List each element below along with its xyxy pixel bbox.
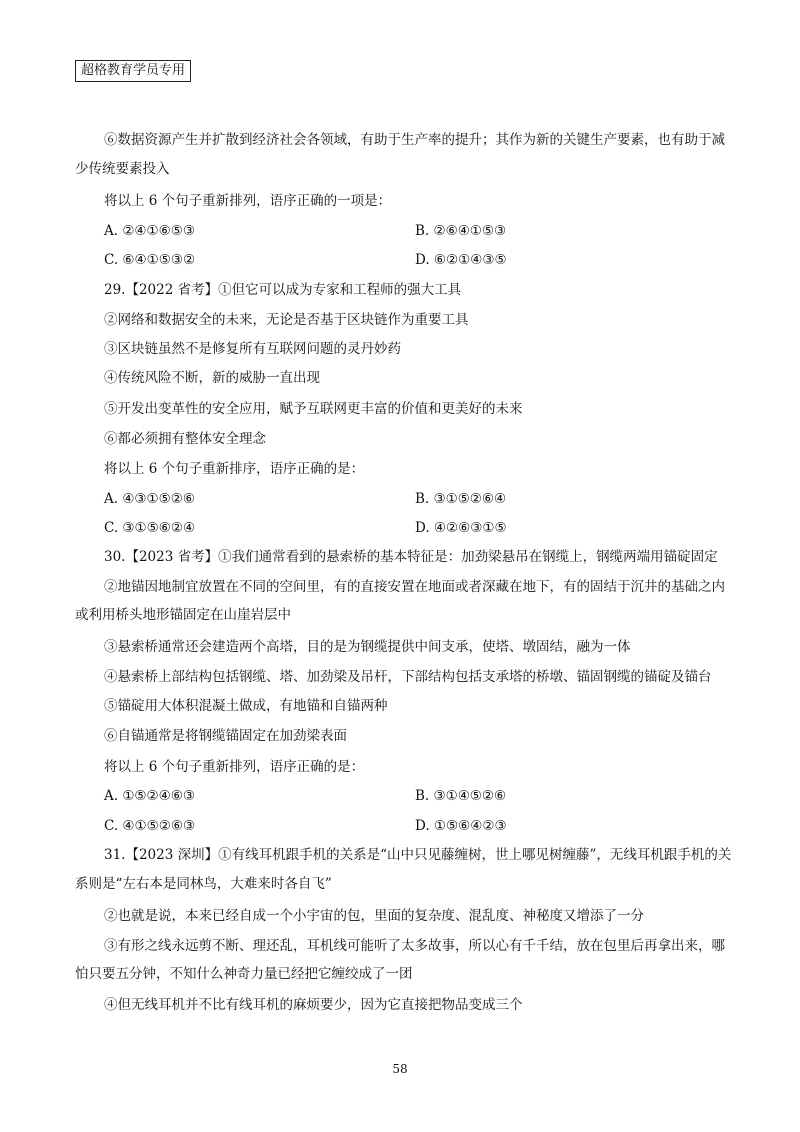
q30-sentence-6: ⑥自锚通常是将钢缆锚固定在加劲梁表面 [104, 728, 347, 744]
q28-sentence-6-line2: 少传统要素投入 [75, 161, 170, 177]
q30-option-a: A. ①⑤②④⑥③ [104, 788, 195, 804]
q28-option-d: D. ⑥②①④③⑤ [415, 252, 507, 268]
q30-head: 30.【2023 省考】①我们通常看到的悬索桥的基本特征是：加劲梁悬吊在钢缆上，钢缆两端用锚碇固定 [104, 549, 718, 565]
q30-prompt: 将以上 6 个句子重新排列，语序正确的是： [104, 759, 365, 775]
q28-option-c: C. ⑥④①⑤③② [104, 252, 196, 268]
q30-sentence-4: ④悬索桥上部结构包括钢缆、塔、加劲梁及吊杆，下部结构包括支承塔的桥墩、锚固钢缆的锚碇及锚台 [104, 669, 712, 685]
q31-head-line1: 31.【2023 深圳】①有线耳机跟手机的关系是“山中只见藤缠树，世上哪见树缠藤”，无线耳机跟手机的关 [104, 847, 732, 863]
q28-option-b: B. ②⑥④①⑤③ [415, 223, 507, 239]
q28-prompt: 将以上 6 个句子重新排列，语序正确的一项是： [104, 193, 392, 209]
q30-option-c: C. ④①⑤②⑥③ [104, 818, 196, 834]
q30-sentence-3: ③悬索桥通常还会建造两个高塔，目的是为钢缆提供中间支承，使塔、墩固结，融为一体 [104, 639, 631, 655]
q30-sentence-2-line1: ②地锚因地制宜放置在不同的空间里，有的直接安置在地面或者深藏在地下，有的固结于沉井的基础之内 [104, 579, 725, 595]
q29-sentence-4: ④传统风险不断，新的威胁一直出现 [104, 370, 320, 386]
q29-option-b: B. ③①⑤②⑥④ [415, 491, 507, 507]
q31-sentence-2: ②也就是说，本来已经自成一个小宇宙的包，里面的复杂度、混乱度、神秘度又增添了一分 [104, 908, 644, 924]
q30-option-d: D. ①⑤⑥④②③ [415, 818, 507, 834]
q29-sentence-6: ⑥都必须拥有整体安全理念 [104, 431, 266, 447]
header-tag: 超格教育学员专用 [75, 60, 191, 82]
q28-sentence-6-line1: ⑥数据资源产生并扩散到经济社会各领域，有助于生产率的提升；其作为新的关键生产要素，也有助于减 [104, 132, 725, 148]
q30-option-b: B. ③①④⑤②⑥ [415, 788, 507, 804]
q28-option-a: A. ②④①⑥⑤③ [104, 223, 195, 239]
q30-sentence-5: ⑤锚碇用大体积混凝土做成，有地锚和自锚两种 [104, 698, 388, 714]
q31-sentence-4: ④但无线耳机并不比有线耳机的麻烦要少，因为它直接把物品变成三个 [104, 997, 523, 1013]
q29-head: 29.【2022 省考】①但它可以成为专家和工程师的强大工具 [104, 282, 462, 298]
q29-sentence-5: ⑤开发出变革性的安全应用，赋予互联网更丰富的价值和更美好的未来 [104, 401, 523, 417]
q30-sentence-2-line2: 或利用桥头地形锚固定在山崖岩层中 [75, 607, 291, 623]
q31-sentence-3-line1: ③有形之线永远剪不断、理还乱，耳机线可能听了太多故事，所以心有千千结，放在包里后再拿出来，哪 [104, 938, 725, 954]
q31-head-line2: 系则是“左右本是同林鸟，大难来时各自飞” [75, 876, 332, 892]
q29-option-d: D. ④②⑥③①⑤ [415, 520, 507, 536]
q29-sentence-2: ②网络和数据安全的未来，无论是否基于区块链作为重要工具 [104, 312, 469, 328]
q29-option-c: C. ③①⑤⑥②④ [104, 520, 196, 536]
q29-sentence-3: ③区块链虽然不是修复所有互联网问题的灵丹妙药 [104, 341, 401, 357]
q29-prompt: 将以上 6 个句子重新排序，语序正确的是： [104, 461, 365, 477]
q31-sentence-3-line2: 怕只要五分钟，不知什么神奇力量已经把它缠绞成了一团 [75, 966, 413, 982]
page-number: 58 [392, 1062, 408, 1076]
q29-option-a: A. ④③①⑤②⑥ [104, 491, 195, 507]
